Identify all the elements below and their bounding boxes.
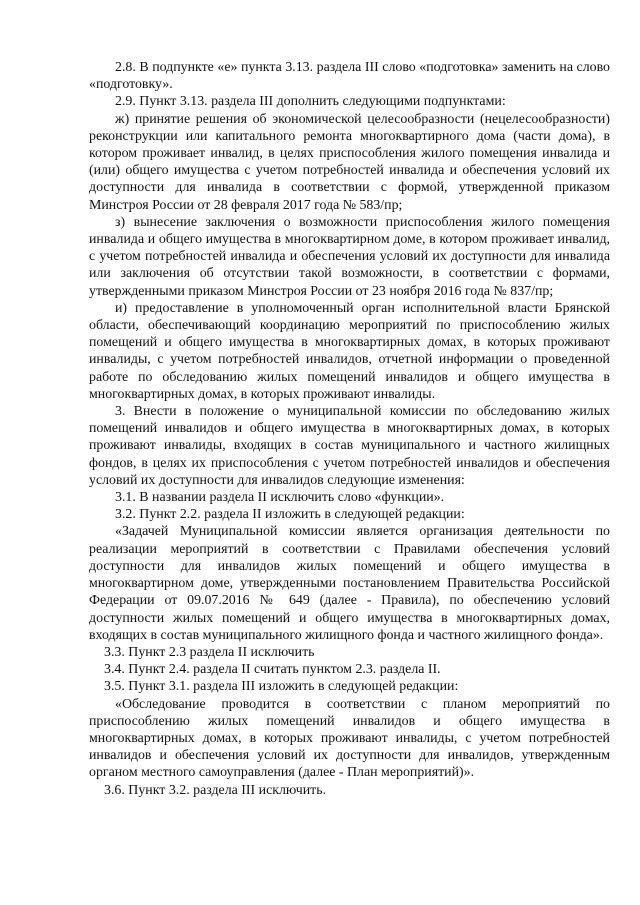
- paragraph-3-6: 3.6. Пункт 3.2. раздела III исключить.: [104, 782, 327, 798]
- paragraph-3-5: 3.5. Пункт 3.1. раздела III изложить в следующей редакции:: [104, 679, 459, 695]
- paragraph-3-1: 3.1. В названии раздела II исключить слово «функции».: [115, 490, 445, 506]
- paragraph-3: 3. Внести в положение о муниципальной комиссии по обследованию жилых помещений инвалидов и общего имущества в многоквартирных домах, в которых проживают инвалиды, входящих в состав муниципального и частного жилищных фондов, в целях их приспособления с учетом потребностей инвалидов и обеспечения условий их доступности для инвалидов следующие изменения:: [89, 404, 610, 488]
- quote-3-1: «Обследование проводится в соответствии с планом мероприятий по приспособлению жилых помещений инвалидов и общего имущества в многоквартирных домах, в которых проживают инвалиды, с учетом потребностей инвалидов и обеспечения условий их доступности для инвалидов, утвержденным органом местного самоуправления (далее - План мероприятий)».: [89, 696, 610, 781]
- subparagraph-zh: ж) принятие решения об экономической целесообразности (нецелесообразности) реконструкции или капитального ремонта многоквартирного дома (части дома), в котором проживает инвалид, в целях приспособления жилого помещения инвалида и (или) общего имущества с учетом потребностей инвалида и обеспечения условий их доступности для инвалида в соответствии с формой, утвержденной приказом Минстроя России от 28 февраля 2017 года № 583/пр;: [89, 111, 610, 213]
- paragraph-3-2: 3.2. Пункт 2.2. раздела II изложить в следующей редакции:: [115, 507, 465, 523]
- paragraph-2-9: 2.9. Пункт 3.13. раздела III дополнить следующими подпунктами:: [115, 94, 506, 110]
- paragraph-3-4: 3.4. Пункт 2.4. раздела II считать пунктом 2.3. раздела II.: [104, 662, 441, 678]
- quote-2-2: «Задачей Муниципальной комиссии является организация деятельности по реализации мероприятий в соответствии с Правилами обеспечения условий доступности для инвалидов жилых помещений и общего имущества в многоквартирном доме, утвержденными постановлением Правительства Российской Федерации от 09.07.2016 № 649 (далее - Правила), по обеспечению условий доступности жилых помещений и общего имущества в многоквартирных домах, входящих в состав муниципального жилищного фонда и частного жилищного фонда».: [89, 524, 610, 643]
- subparagraph-z: з) вынесение заключения о возможности приспособления жилого помещения инвалида и общего имущества в многоквартирном доме, в котором проживает инвалид, с учетом потребностей инвалида и обеспечения условий их доступности для инвалида или заключения об отсутствии такой возможности, в соответствии с формами, утвержденными приказом Минстроя России от 23 ноября 2016 года № 837/пр;: [89, 214, 610, 299]
- paragraph-2-8: 2.8. В подпункте «е» пункта 3.13. раздела III слово «подготовка» заменить на слово «подготовку».: [89, 60, 610, 93]
- subparagraph-i: и) предоставление в уполномоченный орган исполнительной власти Брянской области, обеспечивающий координацию мероприятий по приспособлению жилых помещений и общего имущества в многоквартирных домах, в которых проживают инвалиды, с учетом потребностей инвалидов, отчетной информации о проведенной работе по обследованию жилых помещений инвалидов и общего имущества в многоквартирных домах, в которых проживают инвалиды.: [89, 300, 610, 402]
- document-body: [89, 59, 610, 799]
- paragraph-3-3: 3.3. Пункт 2.3 раздела II исключить: [104, 644, 315, 660]
